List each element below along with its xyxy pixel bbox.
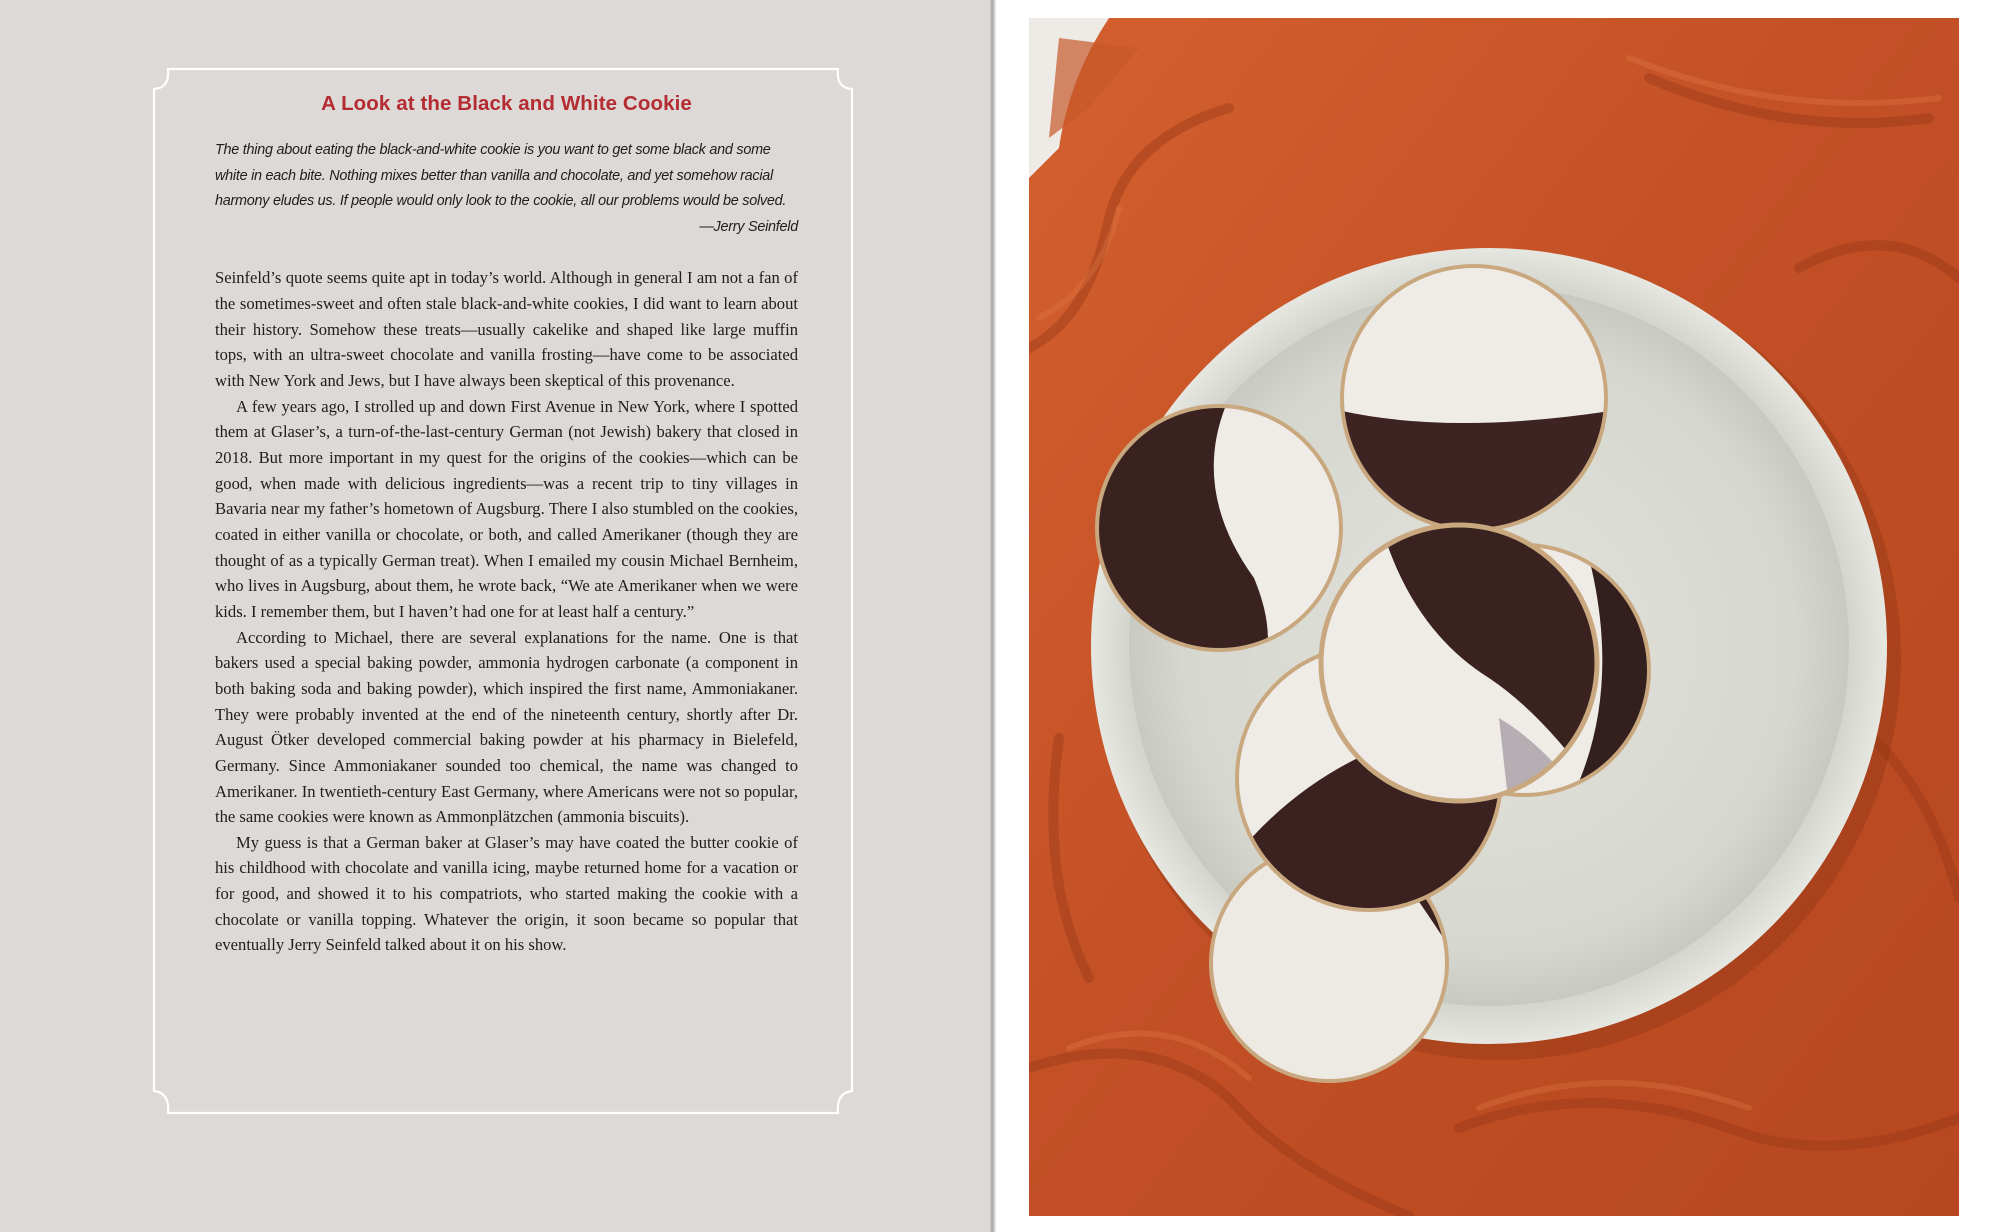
paragraph-4: My guess is that a German baker at Glaser’s may have coated the butter cookie of his childhood with chocolate and vanilla icing, maybe returned home for a vacation or for good, and showed it to his compatriots, who started making the cookie with a chocolate or vanilla topping. Whatever the origin, it soon became so popular that eventually Jerry Seinfeld talked about it on his show. [215,832,798,955]
cookies-photo [1029,18,1959,1216]
body-text [215,265,798,958]
sidebar-title: A Look at the Black and White Cookie [321,92,692,115]
epigraph-quote: The thing about eating the black-and-white cookie is you want to get some black and some white in each bite. Nothing mixes better than vanilla and chocolate, and yet somehow racial harmony eludes us. If people would only look to the cookie, all our problems would be solved. [215,142,787,210]
paragraph-3: According to Michael, there are several explanations for the name. One is that bakers used a special baking powder, ammonia hydrogen carbonate (a component in both baking soda and baking powder), which inspired the first name, Ammoniakaner. They were probably invented at the end of the nineteenth century, shortly after Dr. August Ötker developed commercial baking powder at his pharmacy in Bielefeld, Germany. Since Ammoniakaner sounded too chemical, the name was changed to Amerikaner. In twentieth-century East Germany, where Americans were not so popular, the same cookies were known as Ammonplätzchen (ammonia biscuits). [215,627,798,827]
left-page [0,0,990,1232]
sidebar-box [215,92,798,958]
epigraph [215,138,798,240]
paragraph-2: A few years ago, I strolled up and down First Avenue in New York, where I spotted them at Glaser’s, a turn-of-the-last-century German (not Jewish) bakery that closed in 2018. But more important in my quest for the origins of the cookies—which can be good, when made with delicious ingredients—was a recent trip to tiny villages in Bavaria near my father’s hometown of Augsburg. There I also stumbled on the cookies, coated in either vanilla or chocolate, or both, and called Amerikaner (though they are thought of as a typically German treat). When I emailed my cousin Michael Bernheim, who lives in Augsburg, about them, he wrote back, “We ate Amerikaner when we were kids. I remember them, but I haven’t had one for at least half a century.” [215,396,798,621]
epigraph-attribution: —Jerry Seinfeld [699,218,798,235]
paragraph-1: Seinfeld’s quote seems quite apt in today’s world. Although in general I am not a fan of the sometimes-sweet and often stale black-and-white cookies, I did want to learn about their history. Somehow these treats—usually cakelike and shaped like large muffin tops, with an ultra-sweet chocolate and vanilla frosting—have come to be associated with New York and Jews, but I have always been skeptical of this provenance. [215,268,798,390]
